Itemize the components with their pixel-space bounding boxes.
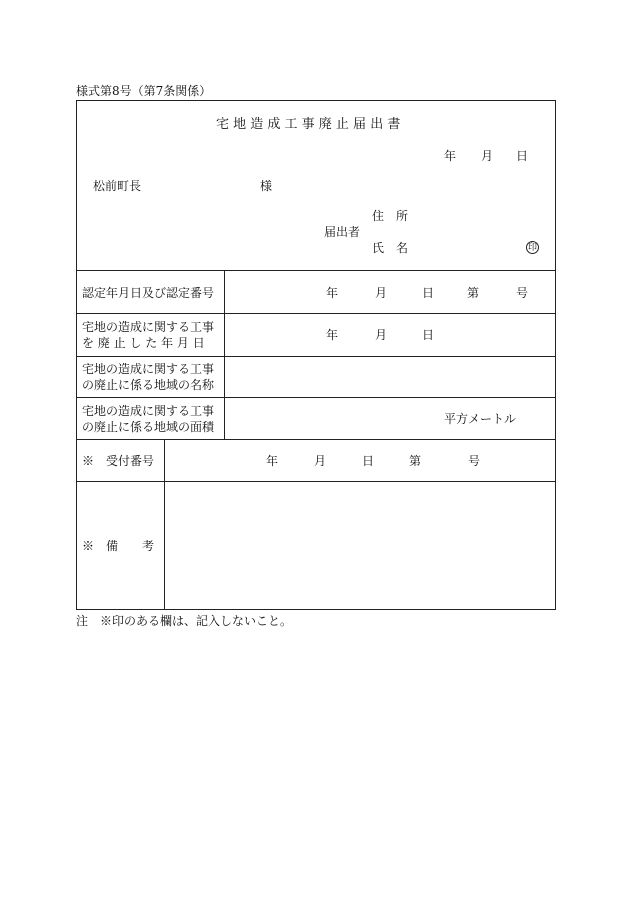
receipt-label: ※ 受付番号 <box>82 454 155 468</box>
approval-day-label: 日 <box>422 286 435 300</box>
row-label-abolition-date: 宅地の造成に関する工事 <box>82 320 215 334</box>
divider <box>76 356 556 357</box>
notifier-name-label: 氏 名 <box>372 241 409 255</box>
date-year-label: 年 <box>444 149 457 163</box>
divider <box>76 481 556 482</box>
seal-icon: 印 <box>527 243 537 253</box>
row-label-area-size: 宅地の造成に関する工事 <box>82 404 215 418</box>
form-number: 様式第8号（第7条関係） <box>76 84 212 98</box>
area-unit-label: 平方メートル <box>444 412 517 426</box>
abolition-year-label: 年 <box>326 328 339 342</box>
receipt-year-label: 年 <box>266 454 279 468</box>
divider <box>76 439 556 440</box>
column-divider <box>224 270 225 440</box>
receipt-day-label: 日 <box>362 454 375 468</box>
date-day-label: 日 <box>516 149 529 163</box>
row-label-area-size: の廃止に係る地域の面積 <box>82 420 215 434</box>
row-label-area-name: 宅地の造成に関する工事 <box>82 362 215 376</box>
notifier-address-label: 住 所 <box>372 209 409 223</box>
row-label-area-name: の廃止に係る地域の名称 <box>82 378 215 392</box>
receipt-dai-label: 第 <box>409 454 422 468</box>
approval-dai-label: 第 <box>467 286 480 300</box>
abolition-month-label: 月 <box>375 328 388 342</box>
abolition-day-label: 日 <box>422 328 435 342</box>
approval-go-label: 号 <box>516 286 529 300</box>
approval-year-label: 年 <box>326 286 339 300</box>
form-table <box>76 100 556 610</box>
divider <box>76 270 556 271</box>
divider <box>76 397 556 398</box>
addressee-name: 松前町長 <box>93 179 142 193</box>
form-title: 宅 地 造 成 工 事 廃 止 届 出 書 <box>216 117 401 132</box>
date-month-label: 月 <box>481 149 494 163</box>
addressee-honorific: 様 <box>260 179 273 193</box>
remarks-label: ※ 備 考 <box>82 539 155 553</box>
notifier-label: 届出者 <box>324 225 361 239</box>
receipt-go-label: 号 <box>468 454 481 468</box>
column-divider <box>164 439 165 610</box>
footer-note: 注 ※印のある欄は、記入しないこと。 <box>76 614 293 628</box>
receipt-month-label: 月 <box>314 454 327 468</box>
approval-month-label: 月 <box>375 286 388 300</box>
row-label-approval: 認定年月日及び認定番号 <box>82 286 215 300</box>
row-label-abolition-date: を 廃 止 し た 年 月 日 <box>82 336 205 350</box>
divider <box>76 313 556 314</box>
